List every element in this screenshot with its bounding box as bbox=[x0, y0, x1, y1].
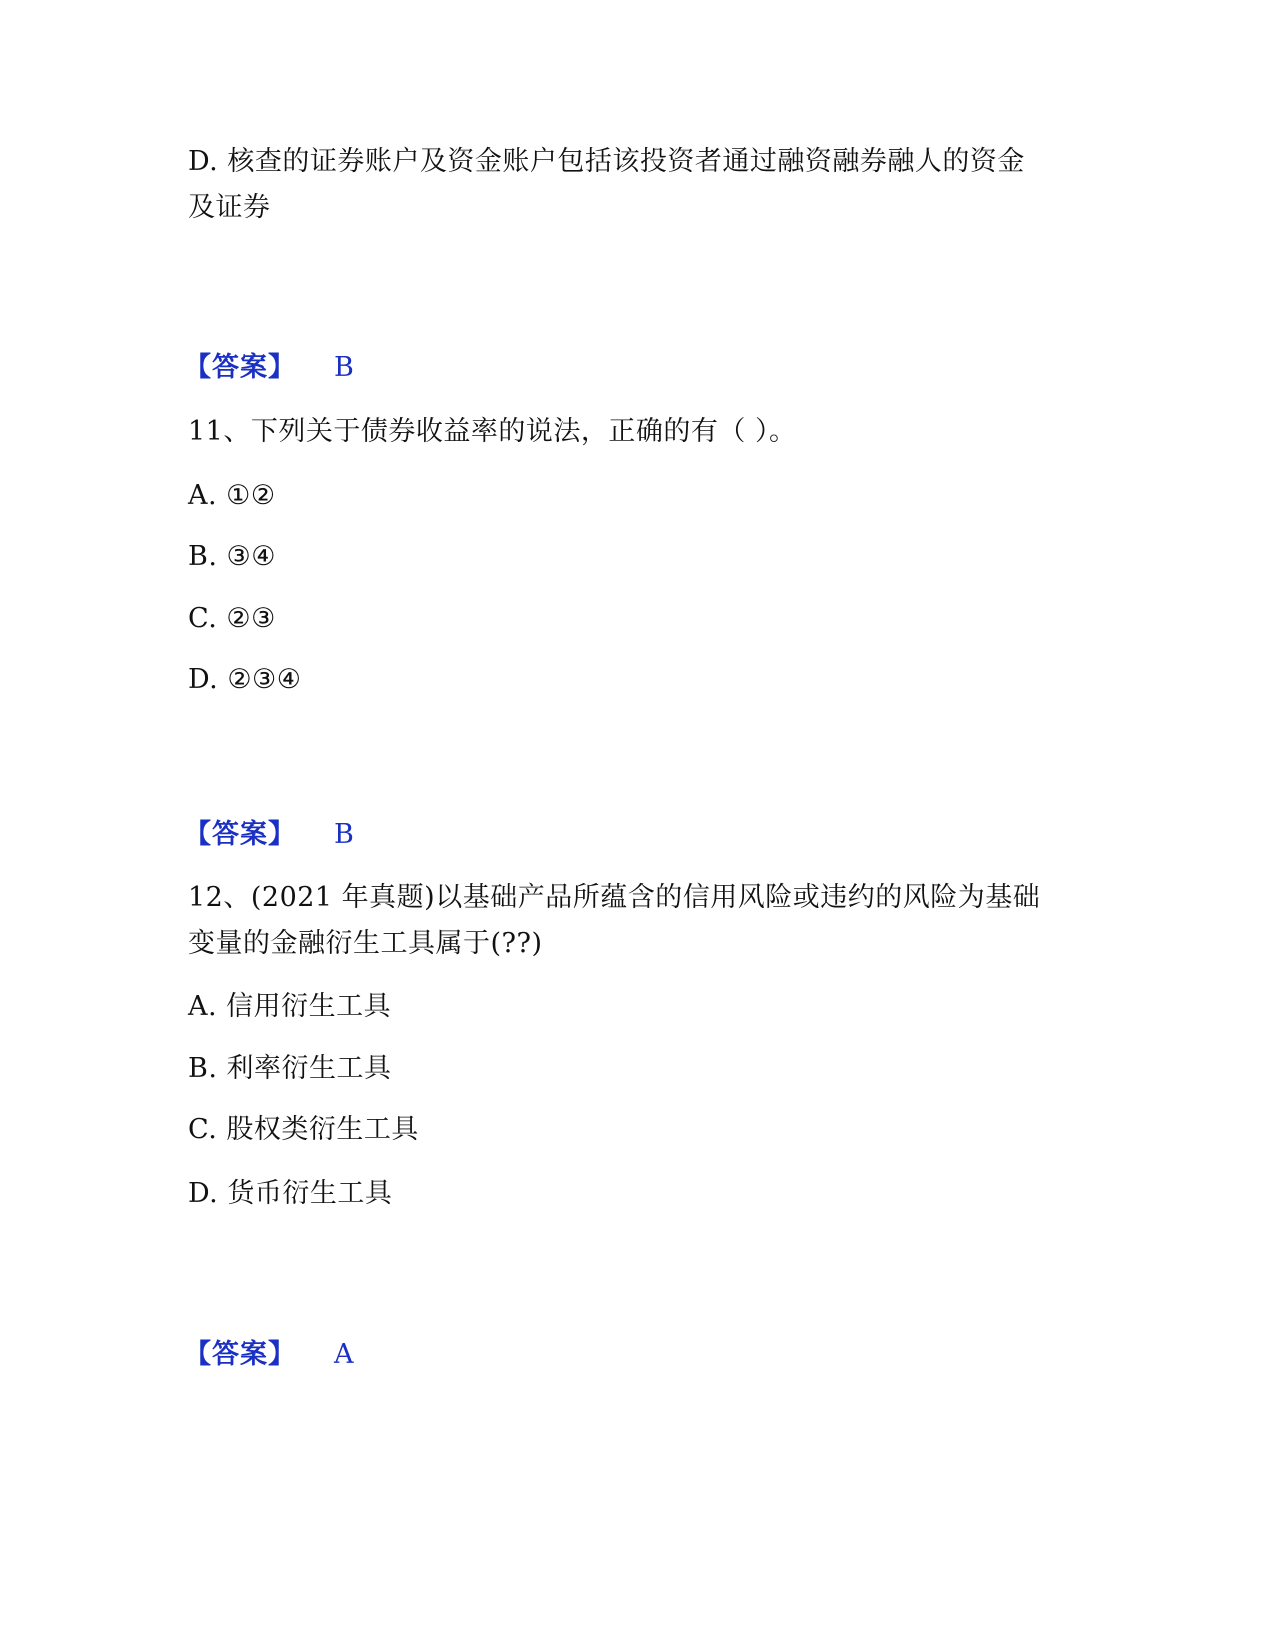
q11-option-b: B. ③④ bbox=[188, 541, 276, 572]
q11-stem: 11、下列关于债券收益率的说法，正确的有（ ）。 bbox=[188, 416, 797, 447]
q10-option-d-line1: D. 核查的证券账户及资金账户包括该投资者通过融资融券融人的资金 bbox=[188, 146, 1025, 177]
q11-option-d: D. ②③④ bbox=[188, 664, 302, 695]
answer-value: A bbox=[334, 1339, 354, 1370]
q12-stem-line1: 12、(2021 年真题)以基础产品所蕴含的信用风险或违约的风险为基础 bbox=[188, 882, 1041, 913]
answer-value: B bbox=[334, 819, 354, 850]
q12-option-d: D. 货币衍生工具 bbox=[188, 1178, 393, 1209]
q10-answer bbox=[184, 344, 354, 392]
q12-option-a: A. 信用衍生工具 bbox=[188, 991, 392, 1022]
q10-option-d-line2: 及证券 bbox=[188, 192, 271, 223]
q12-option-b: B. 利率衍生工具 bbox=[188, 1053, 392, 1084]
q11-answer bbox=[184, 811, 354, 859]
q12-option-c: C. 股权类衍生工具 bbox=[188, 1114, 419, 1145]
q11-option-c: C. ②③ bbox=[188, 603, 276, 634]
answer-label: 【答案】 bbox=[184, 1339, 296, 1370]
q12-answer bbox=[184, 1331, 354, 1379]
answer-label: 【答案】 bbox=[184, 352, 296, 383]
answer-label: 【答案】 bbox=[184, 819, 296, 850]
answer-value: B bbox=[334, 352, 354, 383]
q11-option-a: A. ①② bbox=[188, 480, 276, 511]
q12-stem-line2: 变量的金融衍生工具属于(??) bbox=[188, 928, 543, 959]
